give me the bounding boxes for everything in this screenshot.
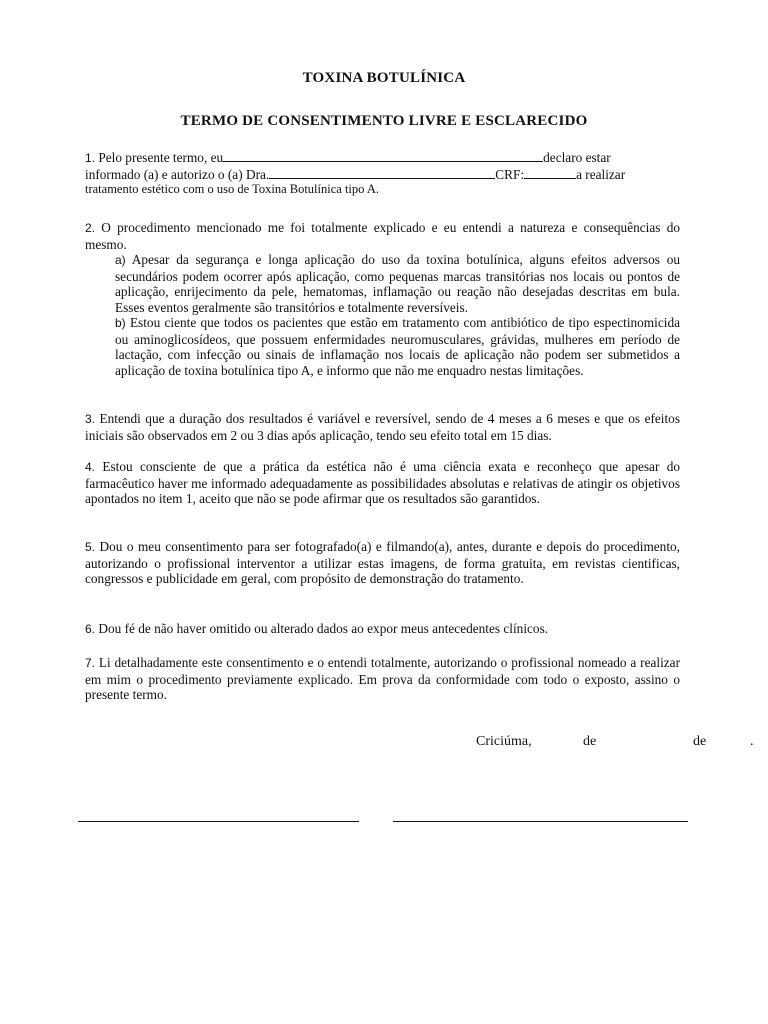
paragraph-3-text: Entendi que a duração dos resultados é variável e reversível, sendo de 4 meses a 6 meses e que os efeitos iniciais são observados em 2 ou 3 dias após aplicação, tendo seu efeito total em 15 dias. (85, 411, 681, 443)
paragraph-5-text: Dou o meu consentimento para ser fotografado(a) e filmando(a), antes, durante e depois do procedimento, autorizando o profissional interventor a utilizar estas imagens, de forma gratuita, em revistas cientificas, congressos e publicidade em geral, com propósito de demonstração do tratamento. (85, 539, 680, 587)
paragraph-2-text: O procedimento mencionado me foi totalmente explicado e eu entendi a natureza e consequências do mesmo. (85, 220, 680, 252)
date-de-1: de (583, 734, 597, 749)
paragraph-1-text-d: CRF: (495, 166, 525, 182)
paragraph-number: 4. (85, 460, 96, 474)
paragraph-4-text: Estou consciente de que a prática da estética não é uma ciência exata e reconheço que apesar do farmacêutico haver me informado adequadamente as possibilidades absolutas e relativas de atingir os objetivos apontados no item 1, aceito que não se pode afirmar que os resultados são garantidos. (85, 459, 681, 507)
document-title: TOXINA BOTULÍNICA (302, 70, 466, 86)
paragraph-4 (85, 459, 680, 507)
item-a-text: Apesar da segurança e longa aplicação do uso da toxina botulínica, alguns efeitos adversos ou secundários podem ocorrer após aplicação, como pequenas marcas transitórias nos locais ou pontos de aplicação, enrijecimento da pele, hematomas, inflamação ou reação não desejadas descritas em bula. Esses eventos geralmente são transitórios e totalmente reversíveis. (115, 252, 681, 315)
paragraph-6 (85, 621, 680, 638)
paragraph-2 (85, 220, 680, 252)
place-city: Criciúma, (476, 734, 532, 749)
paragraph-3 (85, 411, 680, 443)
paragraph-number: 1. (85, 151, 96, 165)
signature-line-patient[interactable] (78, 821, 359, 822)
paragraph-7 (85, 655, 680, 703)
doctor-blank-line[interactable] (269, 167, 495, 179)
paragraph-1-text-b: declaro estar (543, 150, 611, 165)
signature-line-professional[interactable] (393, 821, 688, 822)
paragraph-1 (85, 150, 680, 198)
item-label: a) (115, 253, 126, 267)
paragraph-1-text-c: informado (a) e autorizo o (a) Dra. (85, 166, 270, 182)
paragraph-2-item-a (115, 252, 680, 315)
item-b-text: Estou ciente que todos os pacientes que estão em tratamento com antibiótico de tipo espectinomicida ou aminoglicosídeos, que possuem enfermidades neuromusculares, grávidas, mulheres em período de lactação, com infecção ou sinais de inflamação nos locais de aplicação não podem ser submetidos a aplicação de toxina botulínica tipo A, e informo que não me enquadro nestas limitações. (115, 315, 680, 378)
paragraph-number: 6. (85, 622, 96, 636)
date-de-2: de (693, 734, 707, 749)
name-blank-line[interactable] (223, 150, 543, 162)
item-label: b) (115, 316, 126, 330)
paragraph-1-line-1 (85, 150, 680, 167)
paragraph-1-text-e: a realizar (576, 166, 626, 182)
paragraph-6-text: Dou fé de não haver omitido ou alterado dados ao expor meus antecedentes clínicos. (98, 621, 549, 636)
date-end-period: . (750, 734, 754, 749)
paragraph-number: 2. (85, 221, 96, 235)
paragraph-5 (85, 539, 680, 587)
paragraph-1-line-2 (85, 167, 680, 183)
document-subtitle: TERMO DE CONSENTIMENTO LIVRE E ESCLARECIDO (180, 113, 588, 129)
paragraph-number: 7. (85, 656, 96, 670)
paragraph-number: 3. (85, 412, 96, 426)
paragraph-1-text-a: Pelo presente termo, eu (98, 150, 224, 165)
paragraph-number: 5. (85, 540, 96, 554)
crf-blank-line[interactable] (524, 167, 576, 179)
paragraph-1-text-f: tratamento estético com o uso de Toxina Botulínica tipo A. (85, 182, 379, 197)
paragraph-2-item-b (115, 315, 680, 378)
paragraph-7-text: Li detalhadamente este consentimento e o entendi totalmente, autorizando o profissional nomeado a realizar em mim o procedimento previamente explicado. Em prova da conformidade com todo o exposto, assino o presente termo. (85, 655, 680, 703)
